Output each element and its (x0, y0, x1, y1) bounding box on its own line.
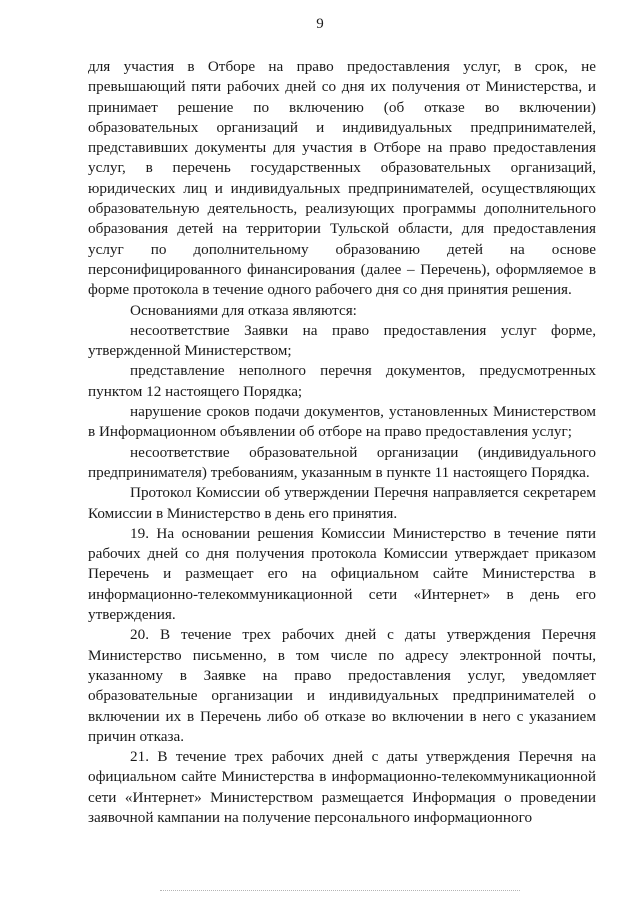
paragraph-refusal-ground-requirements: несоответствие образовательной организации (индивидуального предпринимателя) требованиям, указанным в пункте 11 настоящего Порядка. (88, 443, 596, 481)
paragraph-refusal-ground-form: несоответствие Заявки на право предоставления услуг форме, утвержденной Министерством; (88, 321, 596, 360)
paragraph-continuation: для участия в Отборе на право предоставления услуг, в срок, не превышающий пяти рабочих дней со дня их получения от Министерства, и принимает решение по включению (об отказе во включении) образовательных организаций и индивидуальных предпринимателей, представивших документы для участия в Отборе на право предоставления услуг, в перечень государственных образовательных организаций, юридических лиц и индивидуальных предпринимателей, осуществляющих образовательную деятельность, реализующих программы дополнительного образования детей на территории Тульской области, для предоставления услуг по дополнительному образованию детей на основе персонифицированного финансирования (далее – Перечень), оформляемое в форме протокола в течение одного рабочего дня со дня принятия решения. (88, 58, 596, 299)
paragraph-item-19: 19. На основании решения Комиссии Министерство в течение пяти рабочих дней со дня получения протокола Комиссии утверждает приказом Перечень и размещает его на официальном сайте Министерства в информационно-телекоммуникационной сети «Интернет» в день его утверждения. (88, 524, 596, 624)
paragraph-refusal-grounds-intro: Основаниями для отказа являются: (130, 301, 357, 319)
page-number: 9 (316, 16, 324, 32)
paragraph-item-20: 20. В течение трех рабочих дней с даты утверждения Перечня Министерство письменно, в том числе по адресу электронной почты, указанному в Заявке на право предоставления услуг, уведомляет образовательные организации и индивидуальных предпринимателей о включении их в Перечень либо об отказе во включении в него с указанием причин отказа. (88, 626, 596, 745)
paragraph-commission-protocol: Протокол Комиссии об утверждении Перечня направляется секретарем Комиссии в Министерство в день его принятия. (88, 484, 596, 522)
scan-artifact-divider (160, 890, 520, 892)
document-body (88, 57, 596, 828)
paragraph-item-21: 21. В течение трех рабочих дней с даты утверждения Перечня на официальном сайте Министерства в информационно-телекоммуникационной сети «Интернет» Министерством размещается Информация о проведении заявочной кампании на получение персонального информационного (88, 748, 596, 826)
paragraph-refusal-ground-deadline: нарушение сроков подачи документов, установленных Министерством в Информационном объявлении об отборе на право предоставления услуг; (88, 403, 596, 441)
paragraph-refusal-ground-documents: представление неполного перечня документов, предусмотренных пунктом 12 настоящего Порядка; (88, 362, 596, 400)
